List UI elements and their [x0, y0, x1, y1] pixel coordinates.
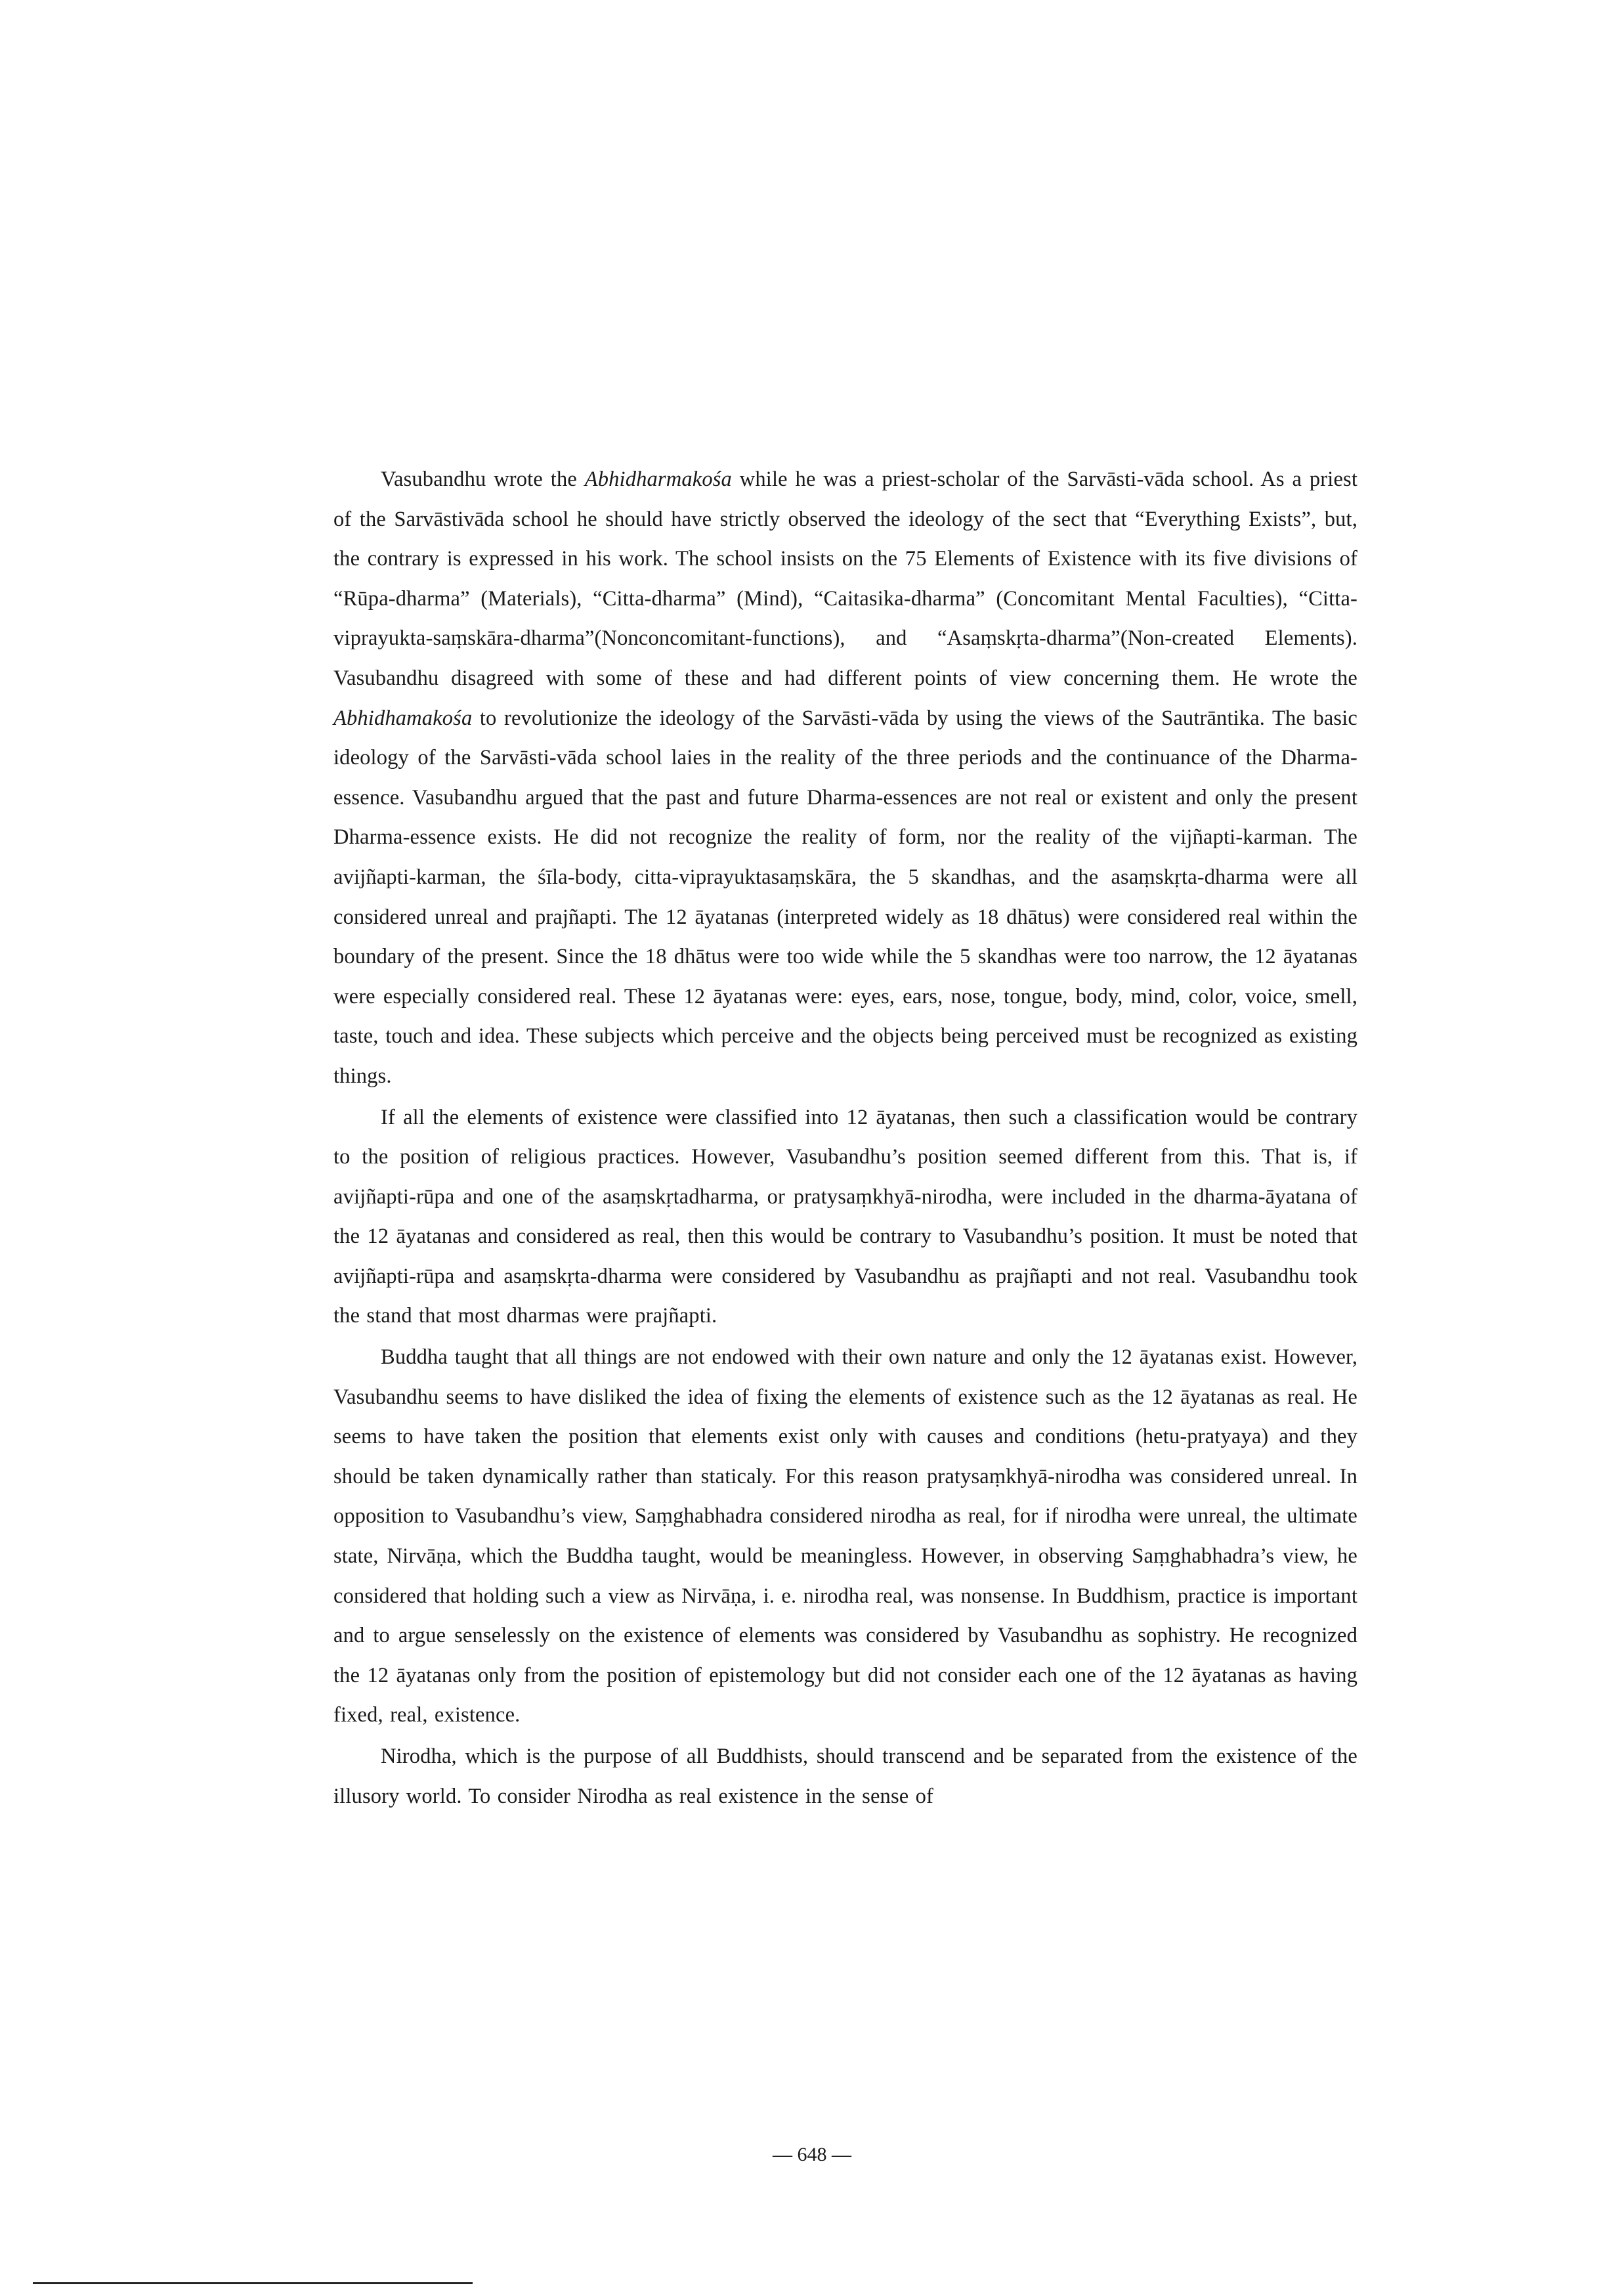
paragraph: Buddha taught that all things are not endowed with their own nature and only the 12 āyatanas exist. However, Vasubandhu seems to have disliked the idea of fixing the elements of existence such as the 12 āyatanas as real. He seems to have taken the position that elements exist only with causes and conditions (hetu-pratyaya) and they should be taken dynamically rather than staticaly. For this reason pratysaṃkhyā-nirodha was considered unreal. In opposition to Vasubandhu’s view, Saṃghabhadra considered nirodha as real, for if nirodha were unreal, the ultimate state, Nirvāṇa, which the Buddha taught, would be meaningless. However, in observing Saṃghabhadra’s view, he considered that holding such a view as Nirvāṇa, i. e. nirodha real, was nonsense. In Buddhism, practice is important and to argue senselessly on the existence of elements was considered by Vasubandhu as sophistry. He recognized the 12 āyatanas only from the position of epistemology but did not consider each one of the 12 āyatanas as having fixed, real, existence. [333, 1345, 1357, 1727]
body-text [333, 460, 1357, 1817]
paragraph: Vasubandhu wrote the Abhidharmakośa while he was a priest-scholar of the Sarvāsti-vāda school. As a priest of the Sarvāstivāda school he should have strictly observed the ideology of the sect that “Everything Exists”, but, the contrary is expressed in his work. The school insists on the 75 Elements of Existence with its five divisions of “Rūpa-dharma” (Materials), “Citta-dharma” (Mind), “Caitasika-dharma” (Concomitant Mental Faculties), “Citta-viprayukta-saṃskāra-dharma”(Nonconcomitant-functions), and “Asaṃskṛta-dharma”(Non-created Elements). Vasubandhu disagreed with some of these and had different points of view concerning them. He wrote the Abhidhamakośa to revolutionize the ideology of the Sarvāsti-vāda by using the views of the Sautrāntika. The basic ideology of the Sarvāsti-vāda school laies in the reality of the three periods and the continuance of the Dharma-essence. Vasubandhu argued that the past and future Dharma-essences are not real or existent and only the present Dharma-essence exists. He did not recognize the reality of form, nor the reality of the vijñapti-karman. The avijñapti-karman, the śīla-body, citta-viprayuktasaṃskāra, the 5 skandhas, and the asaṃskṛta-dharma were all considered unreal and prajñapti. The 12 āyatanas (interpreted widely as 18 dhātus) were considered real within the boundary of the present. Since the 18 dhātus were too wide while the 5 skandhas were too narrow, the 12 āyatanas were especially considered real. These 12 āyatanas were: eyes, ears, nose, tongue, body, mind, color, voice, smell, taste, touch and idea. These subjects which perceive and the objects being perceived must be recognized as existing things. [333, 467, 1357, 1088]
italic-title: Abhidharmakośa [584, 467, 732, 491]
italic-title: Abhidhamakośa [333, 706, 473, 730]
page-number: — 648 — [773, 2144, 851, 2165]
footer-rule [33, 2282, 473, 2284]
paragraph: Nirodha, which is the purpose of all Buddhists, should transcend and be separated from the existence of the illusory world. To consider Nirodha as real existence in the sense of [333, 1744, 1357, 1808]
paragraph: If all the elements of existence were classified into 12 āyatanas, then such a classification would be contrary to the position of religious practices. However, Vasubandhu’s position seemed different from this. That is, if avijñapti-rūpa and one of the asaṃskṛtadharma, or pratysaṃkhyā-nirodha, were included in the dharma-āyatana of the 12 āyatanas and considered as real, then this would be contrary to Vasubandhu’s position. It must be noted that avijñapti-rūpa and asaṃskṛta-dharma were considered by Vasubandhu as prajñapti and not real. Vasubandhu took the stand that most dharmas were prajñapti. [333, 1105, 1357, 1328]
